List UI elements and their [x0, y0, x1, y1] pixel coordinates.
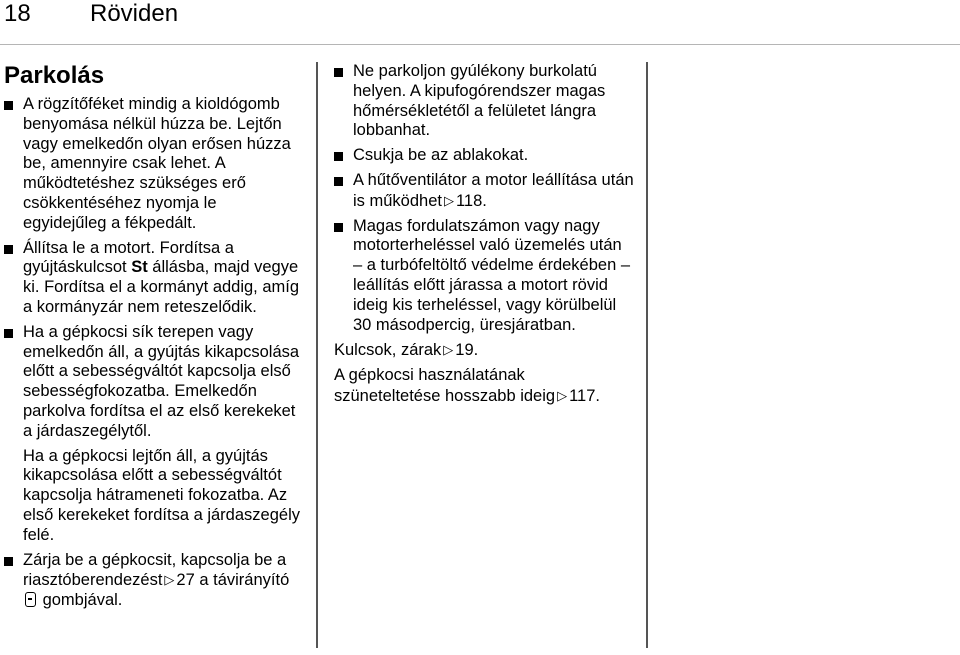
paragraph-downhill — [4, 447, 304, 546]
paragraph-storage: A gépkocsi használatának szüneteltetése hosszabb ideig ▷ 117. — [334, 366, 600, 405]
bullet-text: Ha a gépkocsi sík terepen vagy emelkedőn áll, a gyújtás kikapcsolása előtt a sebességváltót kapcsolja első sebességfokozatba. Emelkedőn parkolva fordítsa el az első kerekeket a járdaszegélytől. — [23, 322, 300, 440]
reference-arrow-icon: ▷ — [443, 342, 454, 358]
page-reference-link[interactable]: 117 — [569, 386, 596, 405]
bullet-cooling-fan: A hűtőventilátor a motor leállítása után is működhet ▷ 118. — [334, 171, 634, 212]
bullet-text: Állítsa le a motort. Fordítsa a gyújtáskulcsot — [23, 238, 234, 277]
bullet-text: A hűtőventilátor a motor leállítása után is működhet — [353, 170, 634, 210]
bullet-text: Magas fordulatszámon vagy nagy motorterheléssel való üzemelés után – a turbófeltöltő védelme érdekében – leállítás előtt járassa a motort rövid ideig kis terheléssel, vagy körülbelül 30 másodpercig, üresjáratban. — [353, 216, 631, 334]
reference-arrow-icon: ▷ — [443, 192, 454, 208]
page-reference-link[interactable]: 19 — [455, 341, 474, 360]
reference-arrow-icon: ▷ — [164, 572, 175, 588]
bullet-lock-vehicle — [4, 551, 304, 611]
column-divider — [316, 62, 318, 648]
section-title: Parkolás — [4, 62, 105, 89]
right-column — [334, 62, 634, 412]
page-header — [0, 0, 960, 46]
paragraph-text: Ha a gépkocsi lejtőn áll, a gyújtás kikapcsolása előtt a sebességváltót kapcsolja hátrameneti fokozatba. Az első kerekeket fordítsa a járdaszegély felé. — [23, 446, 300, 544]
paragraph-text: A gépkocsi használatának szüneteltetése hosszabb ideig — [334, 366, 556, 405]
bullet-parking-brake — [4, 95, 304, 234]
bullet-flammable-surface — [334, 62, 634, 141]
page-reference-link[interactable]: 27 — [176, 571, 195, 590]
paragraph-text: Kulcsok, zárak — [334, 341, 442, 360]
header-rule — [0, 44, 960, 45]
bullet-text: Csukja be az ablakokat. — [353, 146, 529, 165]
page-reference-link[interactable]: 118 — [455, 191, 483, 210]
page-number: 18 — [4, 0, 31, 27]
left-column — [4, 62, 304, 616]
bullet-text: a távirányító — [194, 571, 290, 590]
bullet-text: A rögzítőféket mindig a kioldógomb benyomása nélkül húzza be. Lejtőn vagy emelkedőn olyan erősen húzza be, amennyire csak lehet. A működtetéshez szükséges erő csökkentéséhez nyomja le egyidejűleg a fékpedált. — [23, 95, 291, 232]
paragraph-keys-locks: Kulcsok, zárak ▷ 19. — [334, 341, 479, 360]
bullet-text: gombjával. — [38, 591, 123, 610]
bullet-stop-engine — [4, 239, 304, 318]
bullet-text: Ne parkoljon gyúlékony burkolatú helyen. A kipufogórendszer magas hőmérsékletétől a felületet lángra lobbanhat. — [353, 62, 606, 140]
bullet-text: állásba, majd vegye ki. Fordítsa el a kormányt addig, amíg a kormányzár nem reteszelődik. — [23, 258, 300, 316]
chapter-title: Röviden — [90, 0, 179, 27]
reference-arrow-icon: ▷ — [557, 387, 568, 403]
lock-key-icon — [25, 592, 36, 607]
bullet-turbo-cooldown — [334, 217, 634, 336]
bullet-close-windows — [334, 146, 634, 166]
bullet-gear-flat-uphill — [4, 323, 304, 442]
column-divider — [646, 62, 648, 648]
bullet-text: Zárja be a gépkocsit, kapcsolja be a riasztóberendezést — [23, 550, 287, 590]
key-position-st: St — [131, 258, 148, 277]
